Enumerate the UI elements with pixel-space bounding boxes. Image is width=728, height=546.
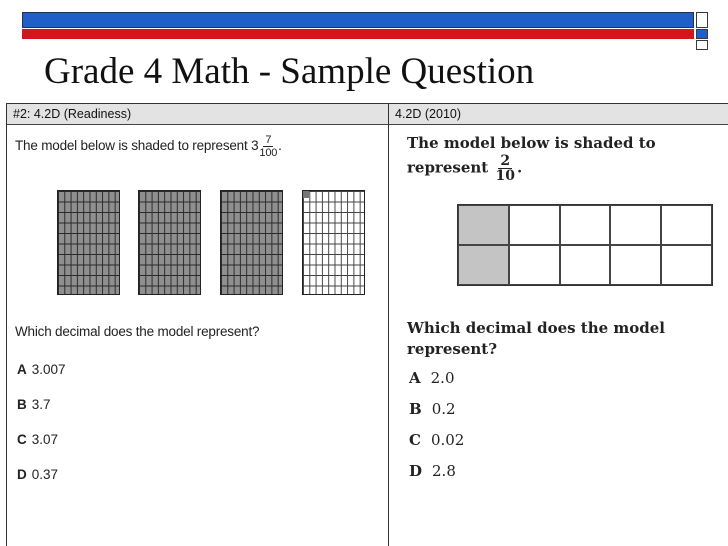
- slide-title: Grade 4 Math - Sample Question: [44, 51, 535, 92]
- header-red-bar: [22, 29, 694, 39]
- tenths-cell: [560, 205, 611, 245]
- corner-square-middle: [696, 29, 708, 39]
- tenths-cell-shaded: [458, 245, 509, 285]
- tenths-cell: [509, 205, 560, 245]
- hundred-grid-full-2: [138, 190, 201, 295]
- tenths-cell: [610, 205, 661, 245]
- right-option-b: B 0.2: [409, 400, 456, 418]
- corner-square-bottom: [696, 40, 708, 50]
- left-option-b: B 3.7: [17, 397, 51, 412]
- tenths-cell-shaded: [458, 205, 509, 245]
- right-prompt: [407, 133, 656, 183]
- hundred-grid-full-1: [57, 190, 120, 295]
- hundred-grid-partial: [302, 190, 365, 295]
- fraction-denominator: 100: [259, 147, 278, 159]
- right-prompt-fraction: [495, 154, 514, 183]
- tenths-cell: [661, 205, 712, 245]
- left-option-a: A 3.007: [17, 362, 66, 377]
- corner-square-top: [696, 12, 708, 28]
- right-question-panel: [388, 103, 728, 546]
- right-prompt-line1: The model below is shaded to: [407, 134, 656, 152]
- right-option-d: D 2.8: [409, 462, 456, 480]
- hundred-grid-full-3: [220, 190, 283, 295]
- tenths-model: [457, 204, 713, 286]
- fraction-numerator: 7: [265, 134, 272, 146]
- tenths-cell: [610, 245, 661, 285]
- right-question: [407, 318, 665, 360]
- tenths-cell: [661, 245, 712, 285]
- fraction-denominator: 10: [495, 168, 515, 184]
- fraction-numerator: 2: [500, 153, 511, 169]
- left-question-panel: [6, 103, 389, 546]
- right-option-a: A 2.0: [409, 369, 455, 387]
- right-option-c: C 0.02: [409, 431, 465, 449]
- left-option-c: C 3.07: [17, 432, 59, 447]
- tenths-cell: [560, 245, 611, 285]
- right-panel-header: 4.2D (2010): [389, 104, 728, 125]
- tenths-cell: [509, 245, 560, 285]
- left-question: Which decimal does the model represent?: [15, 324, 260, 339]
- left-prompt: The model below is shaded to represent 3 $\frac{7}{100}$ .: [15, 134, 282, 159]
- left-panel-header: #2: 4.2D (Readiness): [7, 104, 388, 125]
- header-blue-bar: [22, 12, 694, 28]
- left-prompt-fraction: [259, 134, 277, 159]
- right-question-line2: represent?: [407, 340, 497, 358]
- right-prompt-line2: represent $\frac{2}{10}$ .: [407, 153, 523, 184]
- right-question-line1: Which decimal does the model: [407, 319, 665, 337]
- left-option-d: D 0.37: [17, 467, 59, 482]
- left-prompt-text: The model below is shaded to represent 3: [15, 138, 259, 154]
